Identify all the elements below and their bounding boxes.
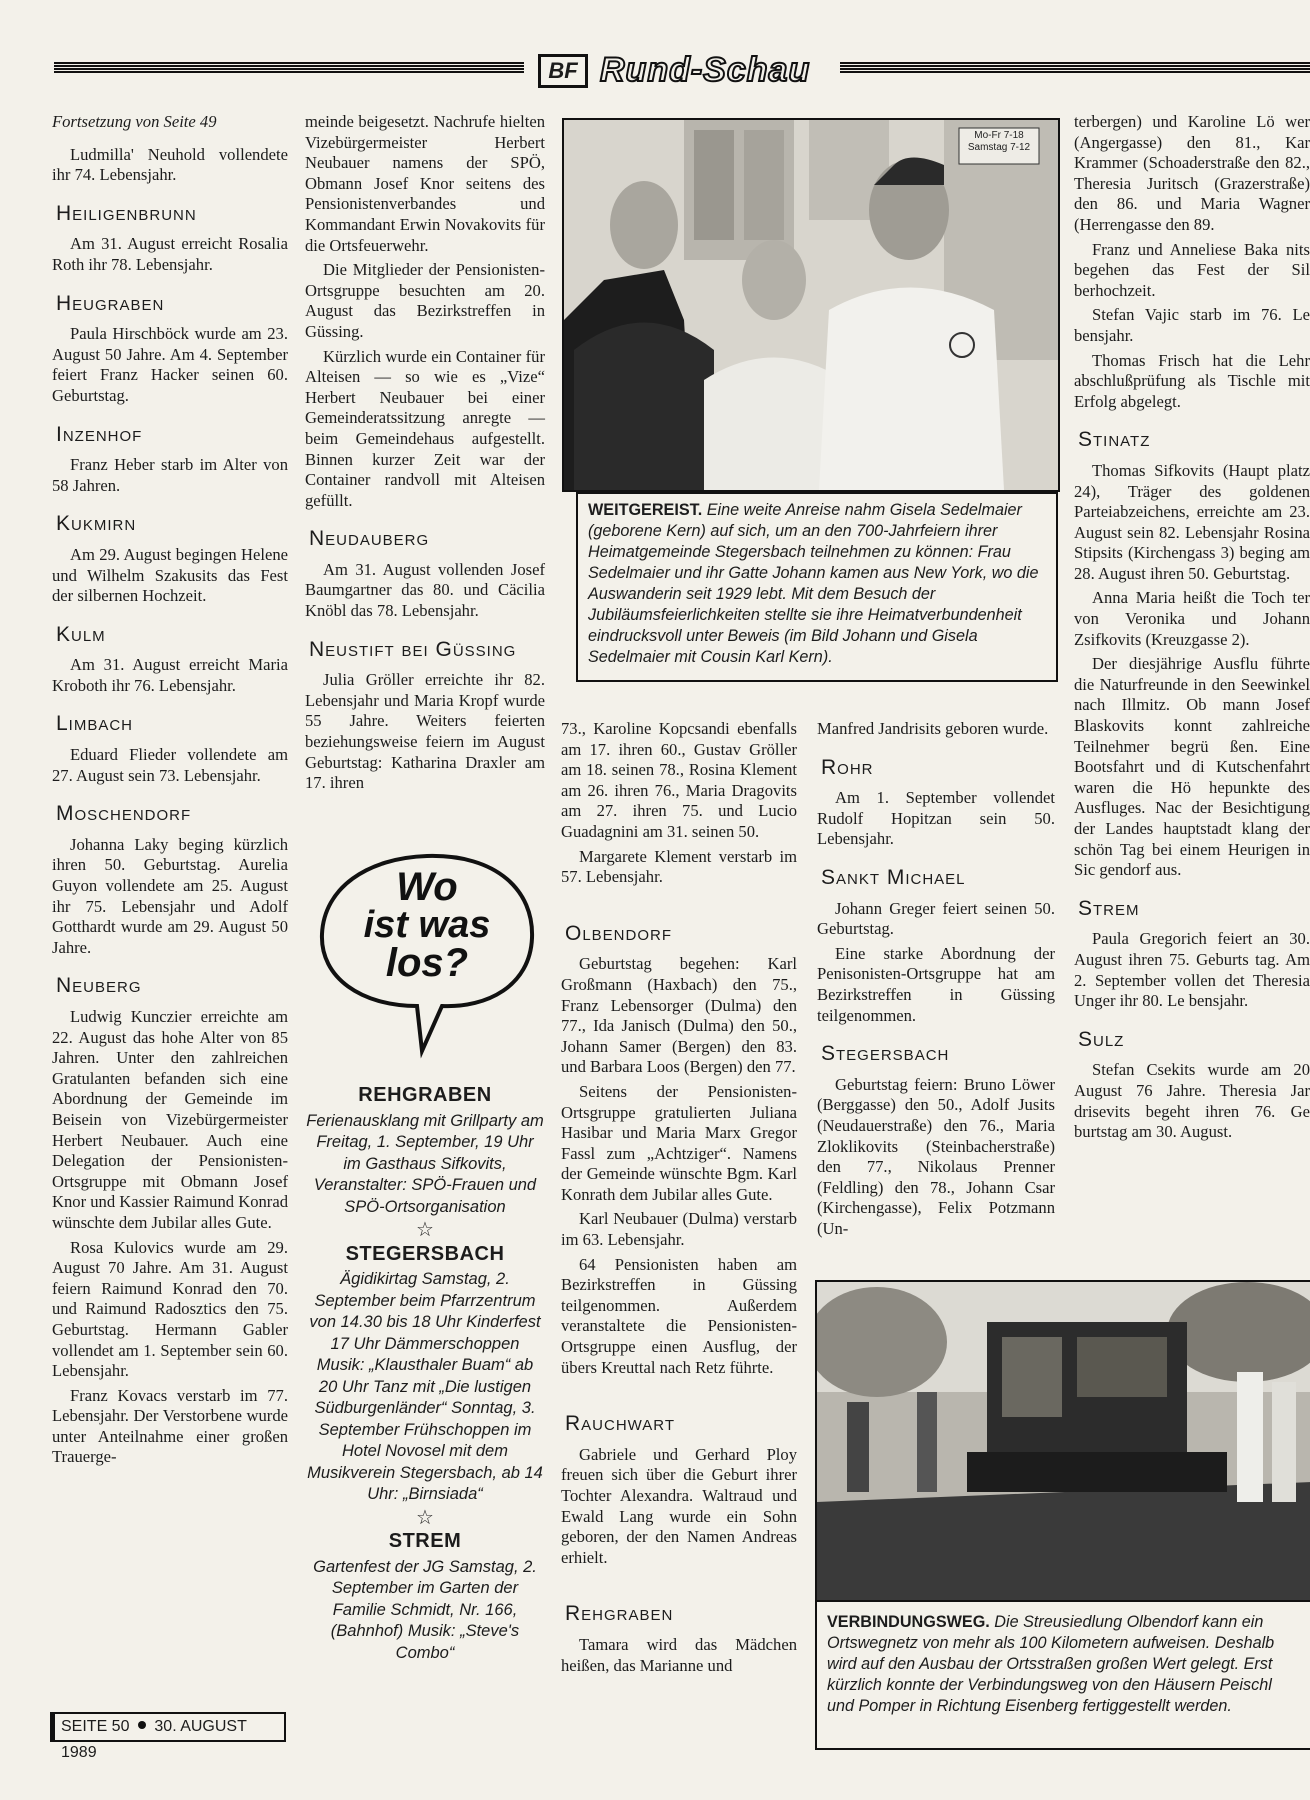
paragraph: Eine starke Abordnung der Penisonisten-Ortsgruppe hat am Bezirkstreffen in Güssing teilgenommen.: [817, 943, 1055, 1025]
column-4: [817, 719, 1055, 1243]
paragraph: Paula Hirschböck wurde am 23. August 50 Jahre. Am 4. September feiert Franz Hacker seinen 60. Geburtstag.: [52, 324, 288, 405]
events-listing: [306, 1075, 544, 1664]
heading-stegersbach: Stegersbach: [821, 1042, 950, 1066]
heading-stinatz: Stinatz: [1078, 428, 1151, 452]
event-text-strem: Gartenfest der JG Samstag, 2. September im Garten der Familie Schmidt, Nr. 166, (Bahnhof) Musik: „Steve's Combo“: [313, 1557, 537, 1662]
paragraph: Seitens der Pensionisten-Ortsgruppe gratulierten Juliana Hasibar und Maria Marx Gregor Fassl zum „Achtziger“. Namens der Gemeinde wünschte Bgm. Karl Konrath dem Jubilar alles Gute.: [561, 1081, 797, 1204]
paragraph: Geburtstag feiern: Bruno Löwer (Berggasse) den 50., Adolf Jusits (Neudauerstraße) den 76., Maria Zloklikovits (Steinbacherstraße) den 77., Nikolaus Prenner (Feldling) den 78., Johann Csar (Kirchengasse), Felix Potzmann (Un-: [817, 1074, 1055, 1238]
event-heading-rehgraben: REHGRABEN: [358, 1084, 492, 1106]
heading-neustift: Neustift bei Güssing: [309, 637, 517, 661]
paragraph: meinde beigesetzt. Nachrufe hielten Vizebürgermeister Herbert Neubauer namens der SPÖ, Obmann Josef Knor seitens des Pensionistenverbandes und Kommandant Erwin Novakovits für die Ortsfeuerwehr.: [305, 112, 545, 255]
paragraph: Franz Heber starb im Alter von 58 Jahren.: [52, 455, 288, 495]
heading-sankt-michael: Sankt Michael: [821, 865, 966, 889]
caption-verbindungsweg: [815, 1600, 1310, 1750]
paragraph: Ludwig Kunczier erreichte am 22. August das hohe Alter von 85 Jahren. Unter den zahlreichen Gratulanten befanden sich eine Abordnung der Gemeinde im Beisein von Vizebürgermeister Herbert Neubauer. Auch eine Delegation der Pensionisten-Ortsgruppe mit Obmann Josef Knor und Kassier Raimund Konrad wünschte dem Jubilar alles Gute.: [52, 1007, 288, 1232]
column-5: [1074, 112, 1310, 1262]
logo-text: BF: [548, 58, 578, 83]
event-text-rehgraben: Ferienausklang mit Grillparty am Freitag, 1. September, 19 Uhr im Gasthaus Sifkovits, Veranstalter: SPÖ-Frauen und SPÖ-Ortsorganisation: [306, 1111, 544, 1216]
paragraph: Eduard Flieder vollendete am 27. August sein 73. Lebensjahr.: [52, 745, 288, 785]
heading-moschendorf: Moschendorf: [56, 802, 192, 826]
caption-headline: VERBINDUNGSWEG.: [827, 1613, 990, 1631]
paragraph: Gabriele und Gerhard Ploy freuen sich über die Geburt ihrer Tochter Alexandra. Waltraud und Ewald Lang wurde ein Sohn geboren, der den Namen Andreas erhielt.: [561, 1444, 797, 1567]
paragraph: Geburtstag begehen: Karl Großmann (Haxbach) den 75., Franz Lebensorger (Dulma) den 77., Ida Janisch (Dulma) den 50., Johann Samer (Bergen) den 83. und Barbara Loos (Bergen) den 77.: [561, 954, 797, 1077]
paragraph: Manfred Jandrisits geboren wurde.: [817, 719, 1049, 738]
paragraph: Margarete Klement verstarb im 57. Lebensjahr.: [561, 846, 797, 887]
continuation-note: Fortsetzung von Seite 49: [52, 112, 217, 131]
bubble-line-1: Wo: [396, 865, 458, 909]
heading-neudauberg: Neudauberg: [309, 527, 430, 551]
paragraph: Stefan Vajic starb im 76. Le bensjahr.: [1074, 305, 1310, 345]
bullet-icon: [138, 1721, 146, 1729]
paragraph: 64 Pensionisten haben am Bezirkstreffen in Güssing teilgenommen. Außerdem veranstaltete die Pensionisten-Ortsgruppe einen Ausflug, der übers Kreuttal nach Retz führte.: [561, 1254, 797, 1377]
paragraph: Paula Gregorich feiert an 30. August ihren 75. Geburts tag. Am 2. September vollen det Theresia Unger ihr 80. Le bensjahr.: [1074, 929, 1310, 1011]
masthead-rule-right: [840, 62, 1310, 74]
column-2: [305, 112, 545, 798]
heading-olbendorf: Olbendorf: [565, 921, 673, 945]
paragraph: Franz und Anneliese Baka nits begehen das Fest der Sil berhochzeit.: [1074, 239, 1310, 300]
caption-text: Die Streusiedlung Olbendorf kann ein Ortswegnetz von mehr als 100 Kilometern aufweisen. Deshalb wird auf den Ausbau der Ortsstraßen großen Wert gelegt. Erst kürzlich konnte der Verbindungsweg von den Häusern Peischl und Pomper in Richtung Eisenberg fertiggestellt werden.: [827, 1613, 1275, 1715]
caption-headline: WEITGEREIST.: [588, 501, 703, 519]
paragraph: Julia Gröller erreichte ihr 82. Lebensjahr und Maria Kropf wurde 55 Jahre. Weiters feierten beziehungsweise feiern im August Geburtstag: Katharina Draxler am 17. ihren: [305, 670, 545, 793]
heading-sulz: Sulz: [1078, 1027, 1125, 1051]
column-3: [561, 719, 797, 1680]
paragraph: Karl Neubauer (Dulma) verstarb im 63. Lebensjahr.: [561, 1209, 797, 1250]
road-paving-photo-icon: [817, 1282, 1310, 1602]
bubble-line-2: ist was: [363, 904, 491, 946]
caption-text: Eine weite Anreise nahm Gisela Sedelmaier (geborene Kern) auf sich, um an den 700-Jahrfeiern ihrer Heimatgemeinde Stegersbach teilnehmen zu können: Frau Sedelmaier und ihr Gatte Johann kamen aus New York, wo die Auswanderin seit 1929 lebt. Mit dem Besuch der Jubiläumsfeierlichkeiten stellte sie ihre Heimatverbundenheit eindrucksvoll unter Beweis (im Bild Johann und Gisela Sedelmaier mit Cousin Karl Kern).: [588, 501, 1039, 666]
heading-kulm: Kulm: [56, 622, 106, 646]
column-1: [52, 112, 288, 1472]
paragraph: Rosa Kulovics wurde am 29. August 70 Jahre. Am 31. August feiern Raimund Konrad den 70. und Raimund Radosztics den 75. Geburtstag. Hermann Gabler vollendet am 1. September sein 60. Lebensjahr.: [52, 1237, 288, 1381]
paragraph: terbergen) und Karoline Lö wer (Angergasse) den 81., Kar Krammer (Schoaderstraße den 82., Theresia Juritsch (Grazerstraße) den 86. und Maria Wagner (Herrengasse den 89.: [1074, 112, 1310, 234]
issue-date: 30. AUGUST 1989: [61, 1718, 247, 1761]
heading-neuberg: Neuberg: [56, 974, 142, 998]
star-icon: ☆: [416, 1219, 434, 1241]
photo-verbindungsweg: [815, 1280, 1310, 1604]
star-icon: ☆: [416, 1506, 434, 1529]
paragraph: Am 29. August begingen Helene und Wilhelm Szakusits das Fest der silbernen Hochzeit.: [52, 544, 288, 606]
caption-weitgereist: [576, 492, 1058, 682]
paragraph: Kürzlich wurde ein Container für Alteisen — so wie es „Vize“ Herbert Neubauer bei einer Gemeinderatssitzung anregte — beim Gemeindehaus aufgestellt. Binnen kurzer Zeit war der Container randvoll mit Alteisen gefüllt.: [305, 346, 545, 510]
section-title-text: Rund-Schau: [600, 51, 811, 89]
event-text-stegersbach: Ägidikirtag Samstag, 2. September beim Pfarrzentrum von 14.30 bis 18 Uhr Kinderfest 17 Uhr Dämmerschoppen Musik: „Klausthaler Buam“ ab 20 Uhr Tanz mit „Die lustigen Südburgenländer“ Sonntag, 3. September Frühschoppen im Hotel Novosel mit dem Musikverein Stegersbach, ab 14 Uhr: „Birnsiada“: [307, 1270, 543, 1503]
heading-heugraben: Heugraben: [56, 291, 165, 315]
paragraph: Am 31. August vollenden Josef Baumgartner das 80. und Cäcilia Knöbl das 78. Lebensjahr.: [305, 559, 545, 621]
paragraph: Franz Kovacs verstarb im 77. Lebensjahr. Der Verstorbene wurde unter Anteilnahme einer großen Trauerge-: [52, 1385, 288, 1467]
heading-limbach: Limbach: [56, 712, 134, 736]
photo-weitgereist: [562, 118, 1060, 492]
bubble-line-3: los?: [385, 941, 469, 985]
paragraph: Thomas Frisch hat die Lehr abschlußprüfung als Tischle mit Erfolg abgelegt.: [1074, 350, 1310, 411]
paragraph: Johann Greger feiert seinen 50. Geburtstag.: [817, 898, 1055, 939]
heading-rohr: Rohr: [821, 755, 874, 779]
heading-kukmirn: Kukmirn: [56, 512, 137, 536]
masthead-logo: [538, 54, 588, 88]
heading-inzenhof: Inzenhof: [56, 422, 143, 446]
page-footer: [50, 1712, 286, 1761]
wo-ist-was-los-bubble: [312, 846, 542, 1061]
heading-rauchwart: Rauchwart: [565, 1412, 675, 1436]
paragraph: Stefan Csekits wurde am 20 August 76 Jahre. Theresia Jar drisevits begeht ihren 76. Ge burtstag am 30. August.: [1074, 1060, 1310, 1142]
event-heading-stegersbach: STEGERSBACH: [345, 1242, 505, 1265]
paragraph: Thomas Sifkovits (Haupt platz 24), Träger des goldenen Parteiabzeichens, erreichte am 23. August sein 82. Lebensjahr Rosina Stipsits (Kirchengass 3) beging am 28. August ihren 50. Geburtstag.: [1074, 460, 1310, 583]
paragraph: Am 1. September vollendet Rudolf Hopitzan sein 50. Lebensjahr.: [817, 788, 1055, 849]
heading-strem: Strem: [1078, 896, 1140, 920]
three-people-photo-icon: [564, 120, 1058, 490]
paragraph: Die Mitglieder der Pensionisten-Ortsgruppe besuchten am 20. August das Bezirkstreffen in Güssing.: [305, 260, 545, 341]
section-title: [600, 50, 810, 90]
event-heading-strem: STREM: [388, 1530, 462, 1552]
shop-sign: Mo-Fr 7-18 Samstag 7-12: [967, 130, 1031, 153]
paragraph: Tamara wird das Mädchen heißen, das Marianne und: [561, 1634, 797, 1675]
paragraph: Der diesjährige Ausflu führte die Naturfreunde in den Seewinkel nach Illmitz. Ob mann Josef Blaskovits konnt zahlreiche Teilnehmer begrü ßen. Eine Bootsfahrt und di Kutschenfahrt waren die Hö hepunkte des Ausfluges. Nac der Besichtigung der Landes hauptstadt klang der schön Tag bei einem Heurigen in Sic gendorf aus.: [1074, 654, 1310, 880]
paragraph: Am 31. August erreicht Rosalia Roth ihr 78. Lebensjahr.: [52, 234, 288, 274]
paragraph: Ludmilla' Neuhold vollendete ihr 74. Lebensjahr.: [52, 144, 288, 185]
paragraph: Am 31. August erreicht Maria Kroboth ihr 76. Lebensjahr.: [52, 655, 288, 695]
paragraph: Johanna Laky beging kürzlich ihren 50. Geburtstag. Aurelia Guyon vollendete am 25. August ihr 75. Lebensjahr und Adolf Gotthardt wurde am 29. August 50 Jahre.: [52, 834, 288, 957]
page-number: SEITE 50: [61, 1718, 130, 1735]
masthead-rule-left: [54, 62, 524, 74]
paragraph: Anna Maria heißt die Toch ter von Veronika und Johann Zsifkovits (Kreuzgasse 2).: [1074, 588, 1310, 649]
heading-rehgraben: Rehgraben: [565, 1602, 674, 1626]
heading-heiligenbrunn: Heiligenbrunn: [56, 201, 197, 225]
paragraph: 73., Karoline Kopcsandi ebenfalls am 17. ihren 60., Gustav Gröller am 18. seinen 78., Rosina Klement am 26. ihren 76., Maria Dragovits am 27. ihren 75. und Lucio Guadagnini am 31. seinen 50.: [561, 719, 797, 841]
